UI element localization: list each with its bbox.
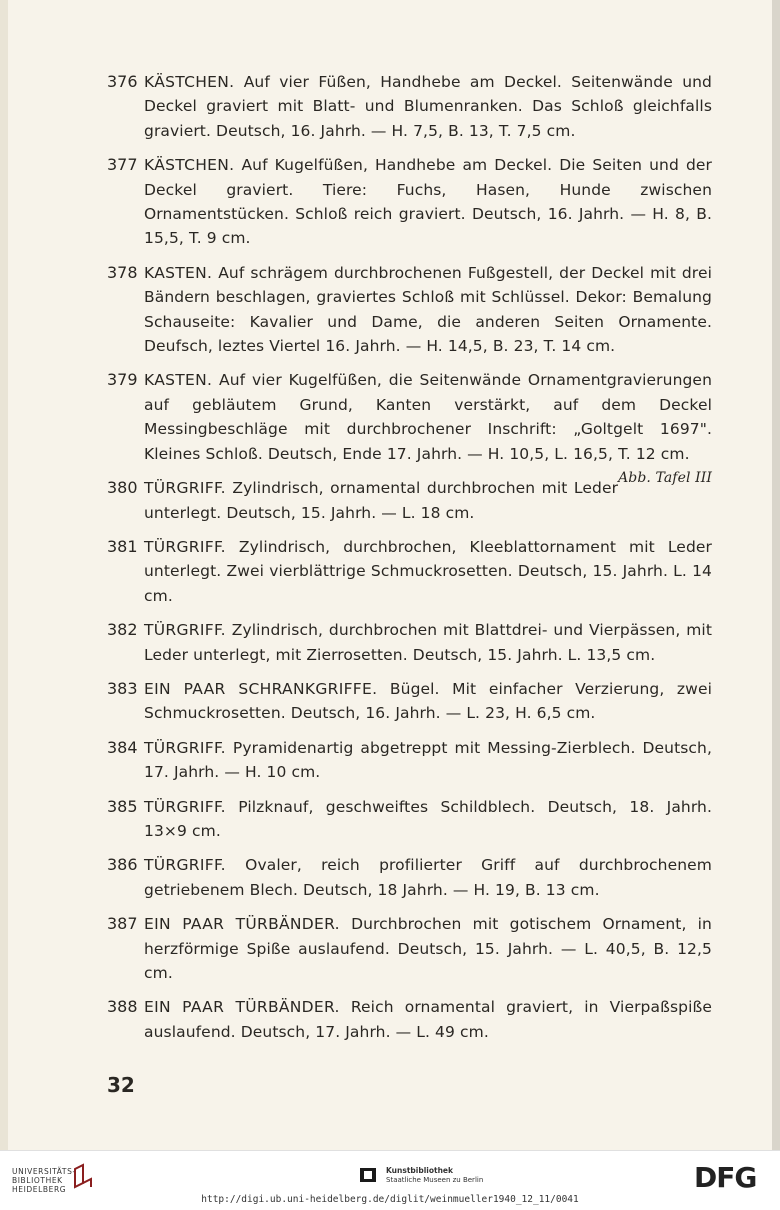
entry-title: TÜRGRIFF. <box>144 537 226 556</box>
entry-title: KÄSTCHEN. <box>144 156 235 175</box>
catalog-entry <box>107 677 712 726</box>
entry-title: EIN PAAR SCHRANKGRIFFE. <box>144 679 378 698</box>
kunstbibliothek-label <box>386 1166 483 1185</box>
entry-number: 383 <box>107 678 138 698</box>
entry-description <box>144 368 712 487</box>
entry-number: 388 <box>107 997 138 1017</box>
entry-description <box>144 261 712 359</box>
catalog-entry <box>107 736 712 785</box>
kb-title: Kunstbibliothek <box>386 1166 454 1175</box>
plate-reference: Abb. Tafel III <box>618 470 712 487</box>
entry-description <box>144 795 712 844</box>
entry-description <box>144 618 712 667</box>
kb-subtitle: Staatliche Museen zu Berlin <box>386 1176 484 1184</box>
catalog-entry <box>107 153 712 251</box>
page-number: 32 <box>107 1073 135 1097</box>
entry-description <box>144 736 712 785</box>
ub-heidelberg-logo[interactable] <box>12 1167 76 1194</box>
entry-description <box>144 853 712 902</box>
catalog-entry <box>107 535 712 608</box>
entry-text: Zylindrisch, durchbrochen mit Blattdrei- und Vierpässen, mit Leder unterlegt, mit Zierrosetten. Deutsch, 15. Jahrh. L. 13,5 cm. <box>144 621 712 664</box>
entry-text: Pyramidenartig abgetreppt mit Messing-Zierblech. Deutsch, 17. Jahrh. — H. 10 cm. <box>144 738 712 782</box>
catalog-entries <box>107 70 712 1054</box>
entry-number: 387 <box>107 914 138 934</box>
entry-text: Auf vier Füßen, Handhebe am Deckel. Seitenwände und Deckel graviert mit Blatt- und Blumenranken. Das Schloß gleichfalls graviert. Deutsch, 16. Jahrh. — H. 7,5, B. 13, T. 7,5 cm. <box>144 73 712 140</box>
catalog-entry <box>107 368 712 487</box>
entry-number: 381 <box>107 536 138 556</box>
entry-description <box>144 476 712 525</box>
entry-number: 377 <box>107 155 138 175</box>
catalog-entry <box>107 618 712 667</box>
entry-description <box>144 70 712 143</box>
entry-number: 386 <box>107 855 138 875</box>
entry-description <box>144 535 712 608</box>
ub-logo-line: UNIVERSITÄTS- <box>12 1167 76 1176</box>
catalog-entry <box>107 795 712 844</box>
entry-number: 382 <box>107 620 138 640</box>
entry-description <box>144 153 712 251</box>
entry-number: 385 <box>107 796 138 816</box>
entry-text: Bügel. Mit einfacher Verzierung, zwei Schmuckrosetten. Deutsch, 16. Jahrh. — L. 23, H. 6,5 cm. <box>144 679 712 723</box>
catalog-entry <box>107 476 712 525</box>
entry-text: Zylindrisch, durchbrochen, Kleeblattornament mit Leder unterlegt. Zwei vierblättrige Schmuckrosetten. Deutsch, 15. Jahrh. L. 14 cm. <box>144 537 712 605</box>
entry-text: Ovaler, reich profilierter Griff auf durchbrochenem getriebenem Blech. Deutsch, 18 Jahrh. — H. 19, B. 13 cm. <box>144 856 712 899</box>
footer-bar <box>0 1150 780 1195</box>
entry-text: Auf vier Kugelfüßen, die Seitenwände Ornamentgravierungen auf gebläutem Grund, Kanten verstärkt, auf dem Deckel Messingbeschläge mit durchbrochener Inschrift: „Goltgelt 1697". Kleines Schloß. Deutsch, Ende 17. Jahrh. — H. 10,5, L. 16,5, T. 12 cm. <box>144 371 712 463</box>
ub-logo-line: HEIDELBERG <box>12 1185 67 1194</box>
dfg-logo[interactable]: DFG <box>694 1161 757 1194</box>
entry-title: EIN PAAR TÜRBÄNDER. <box>144 915 340 934</box>
ub-logo-line: BIBLIOTHEK <box>12 1176 63 1185</box>
entry-title: EIN PAAR TÜRBÄNDER. <box>144 998 340 1017</box>
entry-number: 380 <box>107 478 138 498</box>
catalog-entry <box>107 261 712 359</box>
entry-title: KASTEN. <box>144 263 213 282</box>
scan-edge-left <box>0 0 8 1150</box>
entry-number: 384 <box>107 737 138 757</box>
kunstbibliothek-logo-icon[interactable] <box>358 1165 380 1185</box>
catalog-entry <box>107 912 712 985</box>
entry-title: TÜRGRIFF. <box>144 856 226 875</box>
catalog-entry <box>107 853 712 902</box>
entry-text: Auf Kugelfüßen, Handhebe am Deckel. Die Seiten und der Deckel graviert. Tiere: Fuchs, Hasen, Hunde zwischen Ornamentstücken. Schloß reich graviert. Deutsch, 16. Jahrh. — H. 8, B. 15,5, T. 9 cm. <box>144 156 712 248</box>
entry-text: Zylindrisch, ornamental durchbrochen mit Leder unterlegt. Deutsch, 15. Jahrh. — L. 18 cm. <box>144 479 619 522</box>
entry-number: 378 <box>107 262 138 282</box>
ub-heidelberg-mark-icon <box>72 1163 94 1189</box>
permalink-url[interactable]: http://digi.ub.uni-heidelberg.de/diglit/weinmueller1940_12_11/0041 <box>201 1194 579 1205</box>
scan-edge-right <box>772 0 780 1150</box>
entry-text: Auf schrägem durchbrochenen Fußgestell, der Deckel mit drei Bändern beschlagen, graviertes Schloß mit Schlüssel. Dekor: Bemalung Schauseite: Kavalier und Dame, die anderen Seiten Ornamente. Deufsch, leztes Viertel 16. Jahrh. — H. 14,5, B. 23, T. 14 cm. <box>144 263 712 356</box>
entry-description <box>144 912 712 985</box>
catalog-entry <box>107 70 712 143</box>
entry-title: TÜRGRIFF. <box>144 738 226 757</box>
catalog-entry <box>107 995 712 1044</box>
entry-description <box>144 677 712 726</box>
entry-text: Durchbrochen mit gotischem Ornament, in herzförmige Spiße auslaufend. Deutsch, 15. Jahrh. — L. 40,5, B. 12,5 cm. <box>144 915 712 982</box>
entry-title: KÄSTCHEN. <box>144 73 235 91</box>
entry-title: TÜRGRIFF. <box>144 797 226 816</box>
entry-number: 376 <box>107 72 138 91</box>
entry-number: 379 <box>107 370 138 390</box>
entry-text: Reich ornamental graviert, in Vierpaßspiße auslaufend. Deutsch, 17. Jahrh. — L. 49 cm. <box>144 998 712 1041</box>
entry-title: TÜRGRIFF. <box>144 479 226 498</box>
entry-text: Pilzknauf, geschweiftes Schildblech. Deutsch, 18. Jahrh. 13×9 cm. <box>144 797 712 840</box>
entry-title: TÜRGRIFF. <box>144 621 226 640</box>
entry-title: KASTEN. <box>144 371 213 390</box>
entry-description <box>144 995 712 1044</box>
